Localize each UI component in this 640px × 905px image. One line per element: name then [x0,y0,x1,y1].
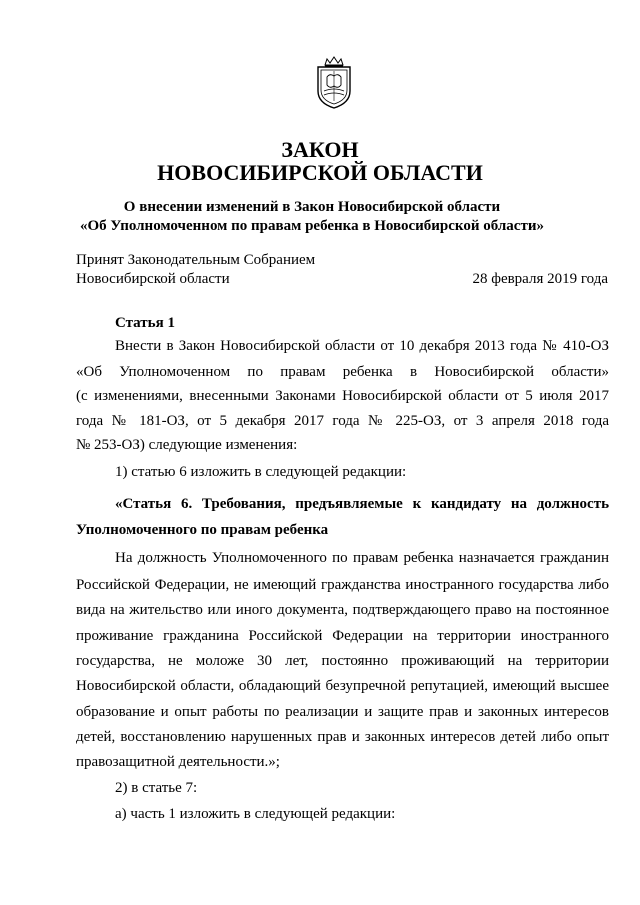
article-title: Статья 1 [115,315,175,331]
text-line: Уполномоченного по правам ребенка [76,522,329,538]
text-line: (с изменениями, внесенными Законами Новосибирской области от 5 июля 2017 [76,388,609,404]
text-line: правозащитной деятельности.»; [76,754,280,770]
text-line: № 253-ОЗ) следующие изменения: [76,437,298,453]
text-line: Российской Федерации, не имеющий гражданства иностранного государства либо [76,577,609,593]
law-subtitle-line2: «Об Уполномоченном по правам ребенка в Новосибирской области» [80,218,544,234]
text-line: «Статья 6. Требования, предъявляемые к кандидату на должность [115,496,609,512]
text-line: детей, восстановлению нарушенных прав и законных интересов детей либо опыт [76,729,609,745]
law-title: ЗАКОН [281,137,359,162]
adopted-by-line2: Новосибирской области [76,271,230,287]
text-line: проживание гражданина Российской Федерации на территории иностранного [76,628,609,644]
text-line: года № 181-ОЗ, от 5 декабря 2017 года № 225-ОЗ, от 3 апреля 2018 года [76,413,609,429]
text-line: Внести в Закон Новосибирской области от 10 декабря 2013 года № 410-ОЗ [115,338,609,354]
text-line: На должность Уполномоченного по правам ребенка назначается гражданин [115,550,609,566]
adoption-date: 28 февраля 2019 года [472,271,608,287]
law-subtitle-line1: О внесении изменений в Закон Новосибирской области [123,199,501,215]
text-line: 2) в статье 7: [115,780,198,796]
text-line: «Об Уполномоченном по правам ребенка в Новосибирской области» [76,364,609,380]
text-line: Новосибирской области, обладающий безупречной репутацией, имеющий высшее [76,678,609,694]
text-line: вида на жительство или иного документа, подтверждающего право на постоянное [76,602,609,618]
text-line: образование и опыт работы по реализации и защите прав и законных интересов [76,704,609,720]
coat-of-arms-icon [314,55,354,109]
text-line: а) часть 1 изложить в следующей редакции: [115,806,396,822]
text-line: 1) статью 6 изложить в следующей редакции: [115,464,407,480]
text-line: государства, не моложе 30 лет, постоянно проживающий на территории [76,653,609,669]
adopted-by-line1: Принят Законодательным Собранием [76,252,316,268]
law-region: НОВОСИБИРСКОЙ ОБЛАСТИ [157,160,483,185]
